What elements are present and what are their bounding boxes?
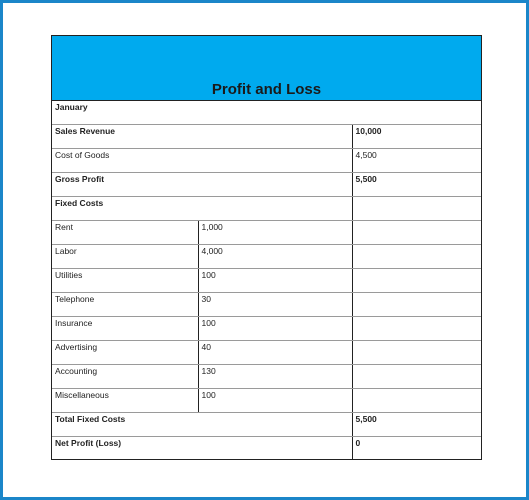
table-row-telephone	[52, 293, 481, 317]
cost-of-goods-label: Cost of Goods	[52, 149, 352, 173]
rent-total	[352, 221, 481, 245]
utilities-total	[352, 269, 481, 293]
telephone-label: Telephone	[52, 293, 198, 317]
sales-revenue-total: 10,000	[352, 125, 481, 149]
sales-revenue-label: Sales Revenue	[52, 125, 352, 149]
table-row-accounting	[52, 365, 481, 389]
accounting-label: Accounting	[52, 365, 198, 389]
insurance-total	[352, 317, 481, 341]
table-row-miscellaneous	[52, 389, 481, 413]
gross-profit-total: 5,500	[352, 173, 481, 197]
table-row-gross-profit	[52, 173, 481, 197]
accounting-amount: 130	[198, 365, 352, 389]
table-row-sales-revenue	[52, 125, 481, 149]
table-row-utilities	[52, 269, 481, 293]
labor-amount: 4,000	[198, 245, 352, 269]
telephone-total	[352, 293, 481, 317]
table-row-labor	[52, 245, 481, 269]
month-label: January	[52, 101, 481, 125]
telephone-amount: 30	[198, 293, 352, 317]
total-fixed-costs-label: Total Fixed Costs	[52, 413, 352, 437]
cost-of-goods-total: 4,500	[352, 149, 481, 173]
net-profit-total: 0	[352, 437, 481, 461]
advertising-label: Advertising	[52, 341, 198, 365]
table-row-cost-of-goods	[52, 149, 481, 173]
insurance-label: Insurance	[52, 317, 198, 341]
total-fixed-costs-total: 5,500	[352, 413, 481, 437]
table-row-fixed-costs	[52, 197, 481, 221]
miscellaneous-total	[352, 389, 481, 413]
rent-label: Rent	[52, 221, 198, 245]
gross-profit-label: Gross Profit	[52, 173, 352, 197]
accounting-total	[352, 365, 481, 389]
utilities-amount: 100	[198, 269, 352, 293]
miscellaneous-amount: 100	[198, 389, 352, 413]
net-profit-label: Net Profit (Loss)	[52, 437, 352, 461]
profit-loss-sheet	[51, 35, 482, 460]
fixed-costs-label: Fixed Costs	[52, 197, 352, 221]
fixed-costs-total	[352, 197, 481, 221]
table-row-advertising	[52, 341, 481, 365]
profit-loss-table	[52, 101, 481, 460]
table-row-insurance	[52, 317, 481, 341]
labor-total	[352, 245, 481, 269]
utilities-label: Utilities	[52, 269, 198, 293]
insurance-amount: 100	[198, 317, 352, 341]
table-row-month	[52, 101, 481, 125]
title-banner	[52, 36, 481, 101]
table-row-rent	[52, 221, 481, 245]
labor-label: Labor	[52, 245, 198, 269]
advertising-total	[352, 341, 481, 365]
rent-amount: 1,000	[198, 221, 352, 245]
miscellaneous-label: Miscellaneous	[52, 389, 198, 413]
advertising-amount: 40	[198, 341, 352, 365]
table-row-net-profit	[52, 437, 481, 461]
page-title: Profit and Loss	[211, 81, 322, 98]
table-row-total-fixed-costs	[52, 413, 481, 437]
